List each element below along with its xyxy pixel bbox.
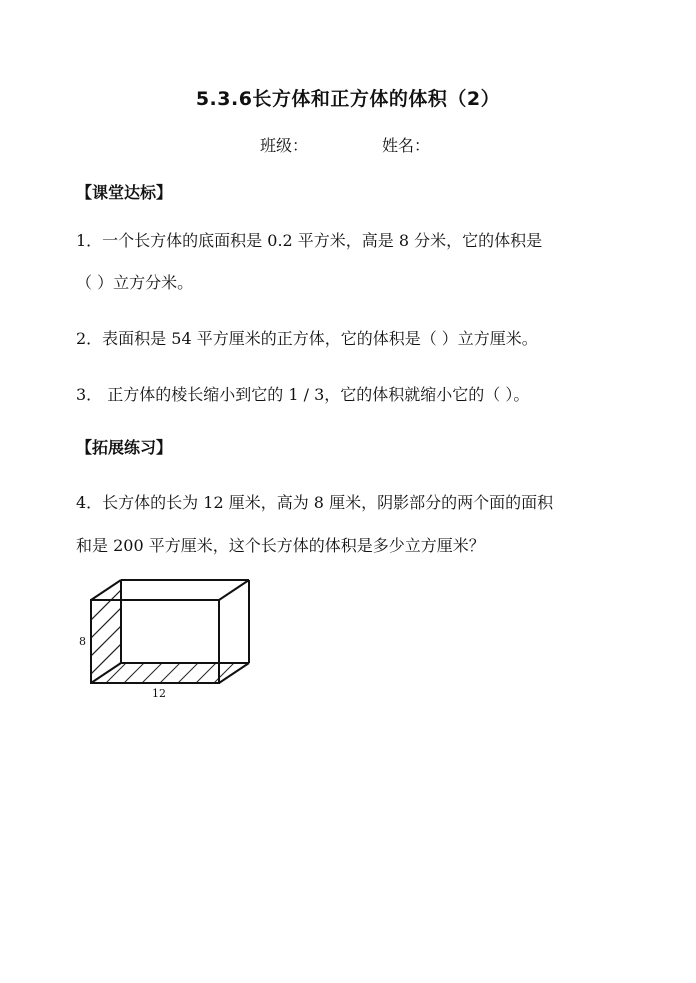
section-heading-class-practice: 【课堂达标】 xyxy=(76,183,173,202)
question-4-line-1: 4．长方体的长为 12 厘米，高为 8 厘米，阴影部分的两个面的面积 xyxy=(76,493,554,512)
section-heading-extension-practice: 【拓展练习】 xyxy=(76,438,173,457)
length-label: 12 xyxy=(152,687,166,700)
class-label: 班级： xyxy=(260,136,309,155)
question-1-line-2: （ ）立方分米。 xyxy=(76,273,194,292)
question-2: 2．表面积是 54 平方厘米的正方体，它的体积是（ ）立方厘米。 xyxy=(76,329,538,348)
name-label: 姓名： xyxy=(382,136,431,155)
question-3: 3． 正方体的棱长缩小到它的 1 / 3，它的体积就缩小它的（ ）。 xyxy=(76,385,530,404)
cuboid-diagram xyxy=(76,575,266,700)
page-title: 5.3.6长方体和正方体的体积（2） xyxy=(195,88,501,110)
height-label: 8 xyxy=(79,635,86,648)
question-1-line-1: 1．一个长方体的底面积是 0.2 平方米，高是 8 分米，它的体积是 xyxy=(76,231,543,250)
question-4-line-2: 和是 200 平方厘米，这个长方体的体积是多少立方厘米？ xyxy=(76,536,485,555)
